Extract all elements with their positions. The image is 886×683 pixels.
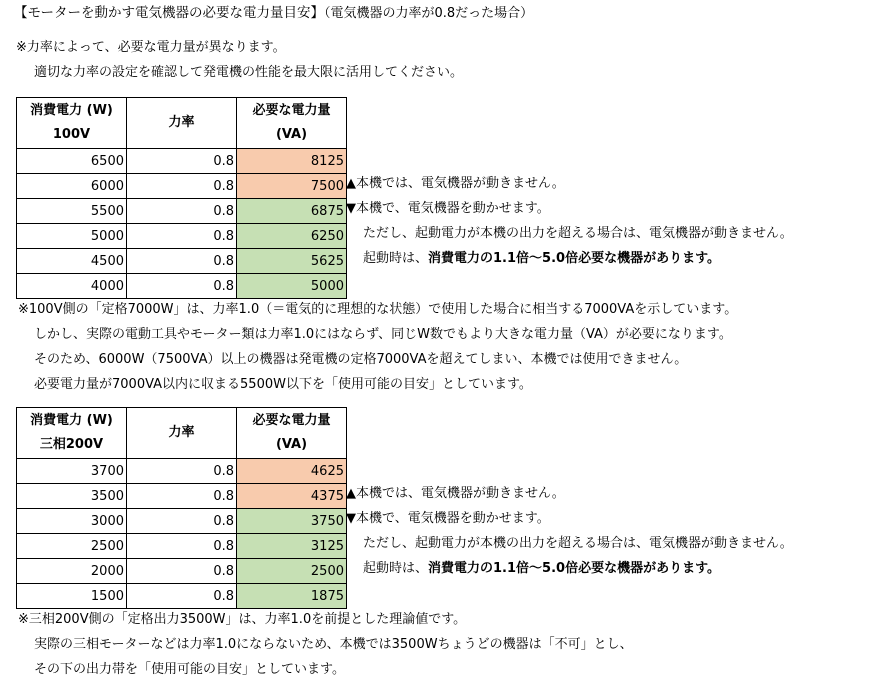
note-startup-bold: 消費電力の1.1倍～5.0倍必要な機器があります。: [428, 251, 721, 266]
cell-power: 2500: [17, 534, 127, 559]
cell-power-factor: 0.8: [127, 484, 237, 509]
header-power: [17, 98, 127, 149]
note-caveat: ただし、起動電力が本機の出力を超える場合は、電気機器が動きません。: [363, 536, 793, 551]
cell-power: 5500: [17, 199, 127, 224]
cell-power-factor: 0.8: [127, 534, 237, 559]
cell-power: 6500: [17, 149, 127, 174]
table-row: [17, 199, 347, 224]
header-required-va: [237, 408, 347, 459]
footnote-2-line-2: 実際の三相モーターなどは力率1.0にならないため、本機では3500Wちょうどの機器は「不可」とし、: [34, 637, 633, 652]
header-va-line1: 必要な電力量: [252, 413, 331, 428]
note-startup: [363, 557, 720, 581]
cell-power-factor: 0.8: [127, 224, 237, 249]
cell-power-factor: 0.8: [127, 249, 237, 274]
header-required-va: [237, 98, 347, 149]
note-usable: ▼本機で、電気機器を動かせます。: [346, 511, 550, 526]
cell-power: 2000: [17, 559, 127, 584]
note-startup: [363, 247, 720, 271]
table-row: [17, 559, 347, 584]
cell-power: 4000: [17, 274, 127, 299]
cell-required-va: 4625: [237, 459, 347, 484]
cell-required-va: 5000: [237, 274, 347, 299]
table-row: [17, 534, 347, 559]
table-row: [17, 584, 347, 609]
cell-power: 5000: [17, 224, 127, 249]
cell-required-va: 4375: [237, 484, 347, 509]
header-power-factor: 力率: [127, 98, 237, 149]
table-body: [17, 149, 347, 299]
note-usable: ▼本機で、電気機器を動かせます。: [346, 201, 550, 216]
table-3phase-200v: [16, 407, 347, 609]
cell-power: 1500: [17, 584, 127, 609]
table-header-row: [17, 408, 347, 459]
note-not-usable: ▲本機では、電気機器が動きません。: [346, 486, 565, 501]
note-startup-prefix: 起動時は、: [363, 251, 429, 266]
cell-power: 3700: [17, 459, 127, 484]
intro-note-1: ※力率によって、必要な電力量が異なります。: [16, 40, 286, 55]
cell-power-factor: 0.8: [127, 174, 237, 199]
table-body: [17, 459, 347, 609]
cell-required-va: 6875: [237, 199, 347, 224]
cell-power-factor: 0.8: [127, 274, 237, 299]
header-power-line2: 三相200V: [39, 437, 104, 452]
footnote-1-line-2: しかし、実際の電動工具やモーター類は力率1.0にはならず、同じW数でもより大きな電力量（VA）が必要になります。: [34, 327, 732, 342]
cell-power-factor: 0.8: [127, 199, 237, 224]
cell-required-va: 1875: [237, 584, 347, 609]
table-row: [17, 509, 347, 534]
footnote-1-line-3: そのため、6000W（7500VA）以上の機器は発電機の定格7000VAを超えてしまい、本機では使用できません。: [34, 352, 688, 367]
table-header-row: [17, 98, 347, 149]
note-startup-prefix: 起動時は、: [363, 561, 429, 576]
footnote-1-line-4: 必要電力量が7000VA以内に収まる5500W以下を「使用可能の目安」としています。: [34, 377, 532, 392]
note-startup-bold: 消費電力の1.1倍～5.0倍必要な機器があります。: [428, 561, 721, 576]
table-row: [17, 274, 347, 299]
table-row: [17, 174, 347, 199]
table-row: [17, 249, 347, 274]
intro-note-2: 適切な力率の設定を確認して発電機の性能を最大限に活用してください。: [34, 65, 464, 80]
table-row: [17, 149, 347, 174]
page-title: [14, 4, 533, 23]
header-va-line1: 必要な電力量: [252, 103, 331, 118]
cell-power-factor: 0.8: [127, 509, 237, 534]
cell-power: 6000: [17, 174, 127, 199]
header-power-line1: 消費電力 (W): [30, 103, 113, 118]
table-100v: [16, 97, 347, 299]
cell-power: 3000: [17, 509, 127, 534]
header-power-line1: 消費電力 (W): [30, 413, 113, 428]
cell-power-factor: 0.8: [127, 559, 237, 584]
note-not-usable: ▲本機では、電気機器が動きません。: [346, 176, 565, 191]
footnote-1-line-1: ※100V側の「定格7000W」は、力率1.0（＝電気的に理想的な状態）で使用した場合に相当する7000VAを示しています。: [18, 302, 738, 317]
table-row: [17, 224, 347, 249]
header-power-factor: 力率: [127, 408, 237, 459]
page-title-sub: （電気機器の力率が0.8だった場合）: [323, 6, 534, 21]
cell-power: 4500: [17, 249, 127, 274]
cell-required-va: 8125: [237, 149, 347, 174]
cell-required-va: 2500: [237, 559, 347, 584]
cell-power: 3500: [17, 484, 127, 509]
cell-required-va: 6250: [237, 224, 347, 249]
header-power: [17, 408, 127, 459]
cell-required-va: 3125: [237, 534, 347, 559]
note-caveat: ただし、起動電力が本機の出力を超える場合は、電気機器が動きません。: [363, 226, 793, 241]
footnote-2-line-3: その下の出力帯を「使用可能の目安」としています。: [34, 662, 345, 677]
cell-power-factor: 0.8: [127, 584, 237, 609]
cell-required-va: 3750: [237, 509, 347, 534]
cell-required-va: 5625: [237, 249, 347, 274]
page-title-main: 【モーターを動かす電気機器の必要な電力量目安】: [14, 5, 324, 21]
header-va-line2: (VA): [275, 127, 308, 142]
header-va-line2: (VA): [275, 437, 308, 452]
footnote-2-line-1: ※三相200V側の「定格出力3500W」は、力率1.0を前提とした理論値です。: [18, 612, 467, 627]
cell-power-factor: 0.8: [127, 459, 237, 484]
cell-required-va: 7500: [237, 174, 347, 199]
table-row: [17, 459, 347, 484]
cell-power-factor: 0.8: [127, 149, 237, 174]
header-power-line2: 100V: [52, 127, 91, 142]
table-row: [17, 484, 347, 509]
